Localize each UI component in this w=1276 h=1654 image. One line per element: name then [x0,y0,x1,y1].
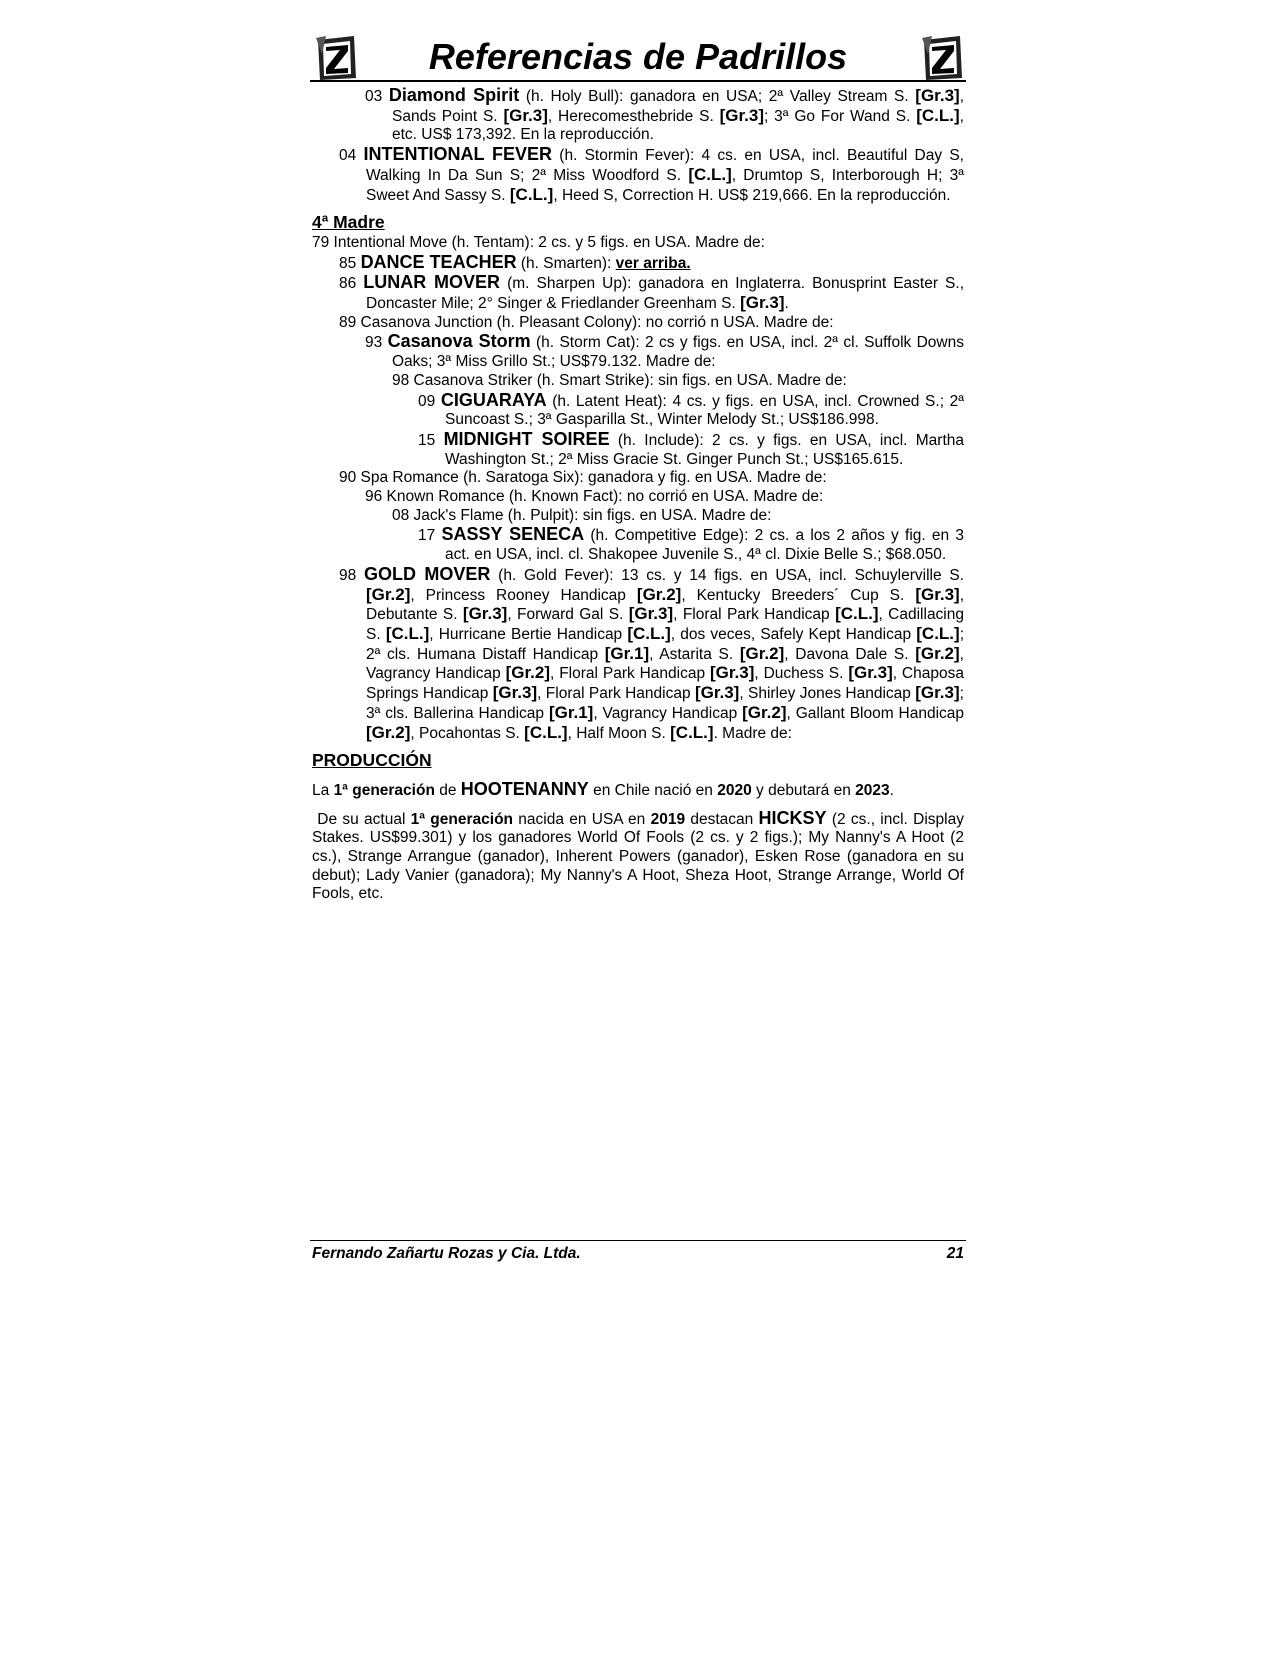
grade-badge: [C.L.] [670,722,714,742]
horse-name: DANCE TEACHER [360,251,517,272]
grade-badge: [Gr.3] [915,683,960,703]
grade-badge: [C.L.] [688,164,732,184]
grade-badge: [Gr.2] [739,643,785,663]
grade-badge: [Gr.2] [636,584,682,604]
entry-casanova-striker: 98 Casanova Striker (h. Smart Strike): sin figs. en USA. Madre de: [392,371,847,389]
grade-badge: [Gr.3] [503,105,548,125]
horse-name: HICKSY [758,807,827,828]
grade-badge: [Gr.2] [366,584,411,604]
footer-company: Fernando Zañartu Rozas y Cia. Ltda. [312,1245,581,1262]
page-footer [310,1240,966,1263]
entry-sassy-seneca: 17 SASSY SENECA (h. Competitive Edge): 2 cs. a los 2 años y fig. en 3 act. en USA, incl. cl. Shakopee Juvenile S., 4ª cl. Dixie Belle S.; $68.050. [418,524,965,564]
entry-ciguaraya: 09 CIGUARAYA (h. Latent Heat): 4 cs. y figs. en USA, incl. Crowned S.; 2ª Suncoast S.; 3ª Gasparilla St., Winter Melody St.; US$186.998. [418,389,964,429]
grade-badge: [Gr.2] [915,643,960,663]
horse-name: MIDNIGHT SOIREE [443,428,610,449]
page-number: 21 [946,1245,964,1262]
grade-badge: [Gr.3] [740,293,785,313]
grade-badge: [Gr.3] [719,105,765,125]
grade-badge: [Gr.3] [492,683,538,703]
grade-badge: [Gr.3] [462,604,508,624]
entry-midnight-soiree: 15 MIDNIGHT SOIREE (h. Include): 2 cs. y figs. en USA, incl. Martha Washington St.; 2ª Miss Gracie St. Ginger Punch St.; US$165.615. [418,428,965,468]
zanartu-logo-icon [920,34,966,82]
grade-badge: [Gr.3] [628,604,674,624]
entry-lunar-mover: 86 LUNAR MOVER (m. Sharpen Up): ganadora en Inglaterra. Bonusprint Easter S., Doncaster Mile; 2° Singer & Friedlander Greenham S. [Gr.3]. [339,272,965,313]
page-title: Referencias de Padrillos [428,36,848,77]
grade-badge: [C.L.] [916,623,960,643]
grade-badge: [C.L.] [627,623,671,643]
header-divider [310,80,966,82]
entry-intentional-fever: 04 INTENTIONAL FEVER (h. Stormin Fever): 4 cs. en USA, incl. Beautiful Day S, Walking In Da Sun S; 2ª Miss Woodford S. [C.L.], Drumtop S, Interborough H; 3ª Sweet And Sassy S. [C.L.], Heed S, Correction H. US$ 219,666. En la reproducción. [339,144,964,204]
grade-badge: [Gr.2] [742,702,787,722]
grade-badge: [Gr.2] [505,663,551,683]
zanartu-logo-icon [314,34,360,82]
produccion-paragraph-usa: De su actual 1ª generación nacida en USA en 2019 destacan HICKSY (2 cs., incl. Display Stakes. US$99.301) y los ganadores World Of Fools (2 cs. y 2 figs.); My Nanny's A Hoot (2 cs.), Strange Arrangue (ganador), Inherent Powers (ganador), Esken Rose (ganadora en su debut); Lady Vanier (ganadora); My Nanny's A Hoot, Sheza Hoot, Strange Arrange, World Of Fools, etc. [312,807,964,903]
entry-spa-romance: 90 Spa Romance (h. Saratoga Six): ganadora y fig. en USA. Madre de: [339,469,827,487]
horse-name: CIGUARAYA [440,389,547,410]
entry-casanova-storm: 93 Casanova Storm (h. Storm Cat): 2 cs y figs. en USA, incl. 2ª cl. Suffolk Downs Oaks; 3ª Miss Grillo St.; US$79.132. Madre de: [365,331,964,371]
page-header [310,34,966,84]
entry-casanova-junction: 89 Casanova Junction (h. Pleasant Colony): no corrió n USA. Madre de: [339,313,834,331]
grade-badge: [C.L.] [385,623,430,643]
horse-name: GOLD MOVER [363,563,491,584]
stallion-name: HOOTENANNY [460,778,589,799]
grade-badge: [Gr.3] [848,663,893,683]
entry-dance-teacher: 85 DANCE TEACHER (h. Smarten): ver arriba. [339,251,691,272]
entry-diamond-spirit: 03 Diamond Spirit (h. Holy Bull): ganadora en USA; 2ª Valley Stream S. [Gr.3], Sands Point S. [Gr.3], Herecomesthebride S. [Gr.3]; 3ª Go For Wand S. [C.L.], etc. US$ 173,392. En la reproducción. [365,85,965,144]
horse-name: SASSY SENECA [441,524,585,545]
grade-badge: [Gr.3] [694,683,740,703]
horse-name: LUNAR MOVER [363,272,501,293]
horse-name: Casanova Storm [387,331,531,352]
pedigree-content [312,86,964,912]
horse-name: INTENTIONAL FEVER [363,144,553,165]
grade-badge: [C.L.] [524,722,568,742]
grade-badge: [Gr.3] [710,663,755,683]
section-heading-4a-madre: 4ª Madre [312,212,385,233]
grade-badge: [C.L.] [509,184,554,204]
grade-badge: [Gr.1] [604,643,650,663]
horse-name: Diamond Spirit [388,85,520,105]
grade-badge: [Gr.3] [915,584,960,604]
entry-known-romance: 96 Known Romance (h. Known Fact): no corrió en USA. Madre de: [365,488,824,506]
grade-badge: [C.L.] [916,105,960,125]
entry-gold-mover: 98 GOLD MOVER (h. Gold Fever): 13 cs. y 14 figs. en USA, incl. Schuylerville S. [Gr.2], Princess Rooney Handicap [Gr.2], Kentucky Breeders´ Cup S. [Gr.3], Debutante S. [Gr.3], Forward Gal S. [Gr.3], Floral Park Handicap [C.L.], Cadillacing S. [C.L.], Hurricane Bertie Handicap [C.L.], dos veces, Safely Kept Handicap [C.L.]; 2ª cls. Humana Distaff Handicap [Gr.1], Astarita S. [Gr.2], Davona Dale S. [Gr.2], Vagrancy Handicap [Gr.2], Floral Park Handicap [Gr.3], Duchess S. [Gr.3], Chaposa Springs Handicap [Gr.3], Floral Park Handicap [Gr.3], Shirley Jones Handicap [Gr.3]; 3ª cls. Ballerina Handicap [Gr.1], Vagrancy Handicap [Gr.2], Gallant Bloom Handicap [Gr.2], Pocahontas S. [C.L.], Half Moon S. [C.L.]. Madre de: [339,563,965,742]
entry-intentional-move: 79 Intentional Move (h. Tentam): 2 cs. y 5 figs. en USA. Madre de: [312,233,765,251]
grade-badge: [C.L.] [835,604,879,624]
grade-badge: [Gr.3] [915,86,960,105]
produccion-paragraph-chile: La 1ª generación de HOOTENANNY en Chile nació en 2020 y debutará en 2023. [312,778,894,799]
grade-badge: [Gr.1] [548,702,594,722]
section-heading-produccion: PRODUCCIÓN [312,750,432,771]
grade-badge: [Gr.2] [366,722,411,742]
ver-arriba-link[interactable]: ver arriba. [615,254,691,272]
entry-jacks-flame: 08 Jack's Flame (h. Pulpit): sin figs. en USA. Madre de: [392,506,772,524]
